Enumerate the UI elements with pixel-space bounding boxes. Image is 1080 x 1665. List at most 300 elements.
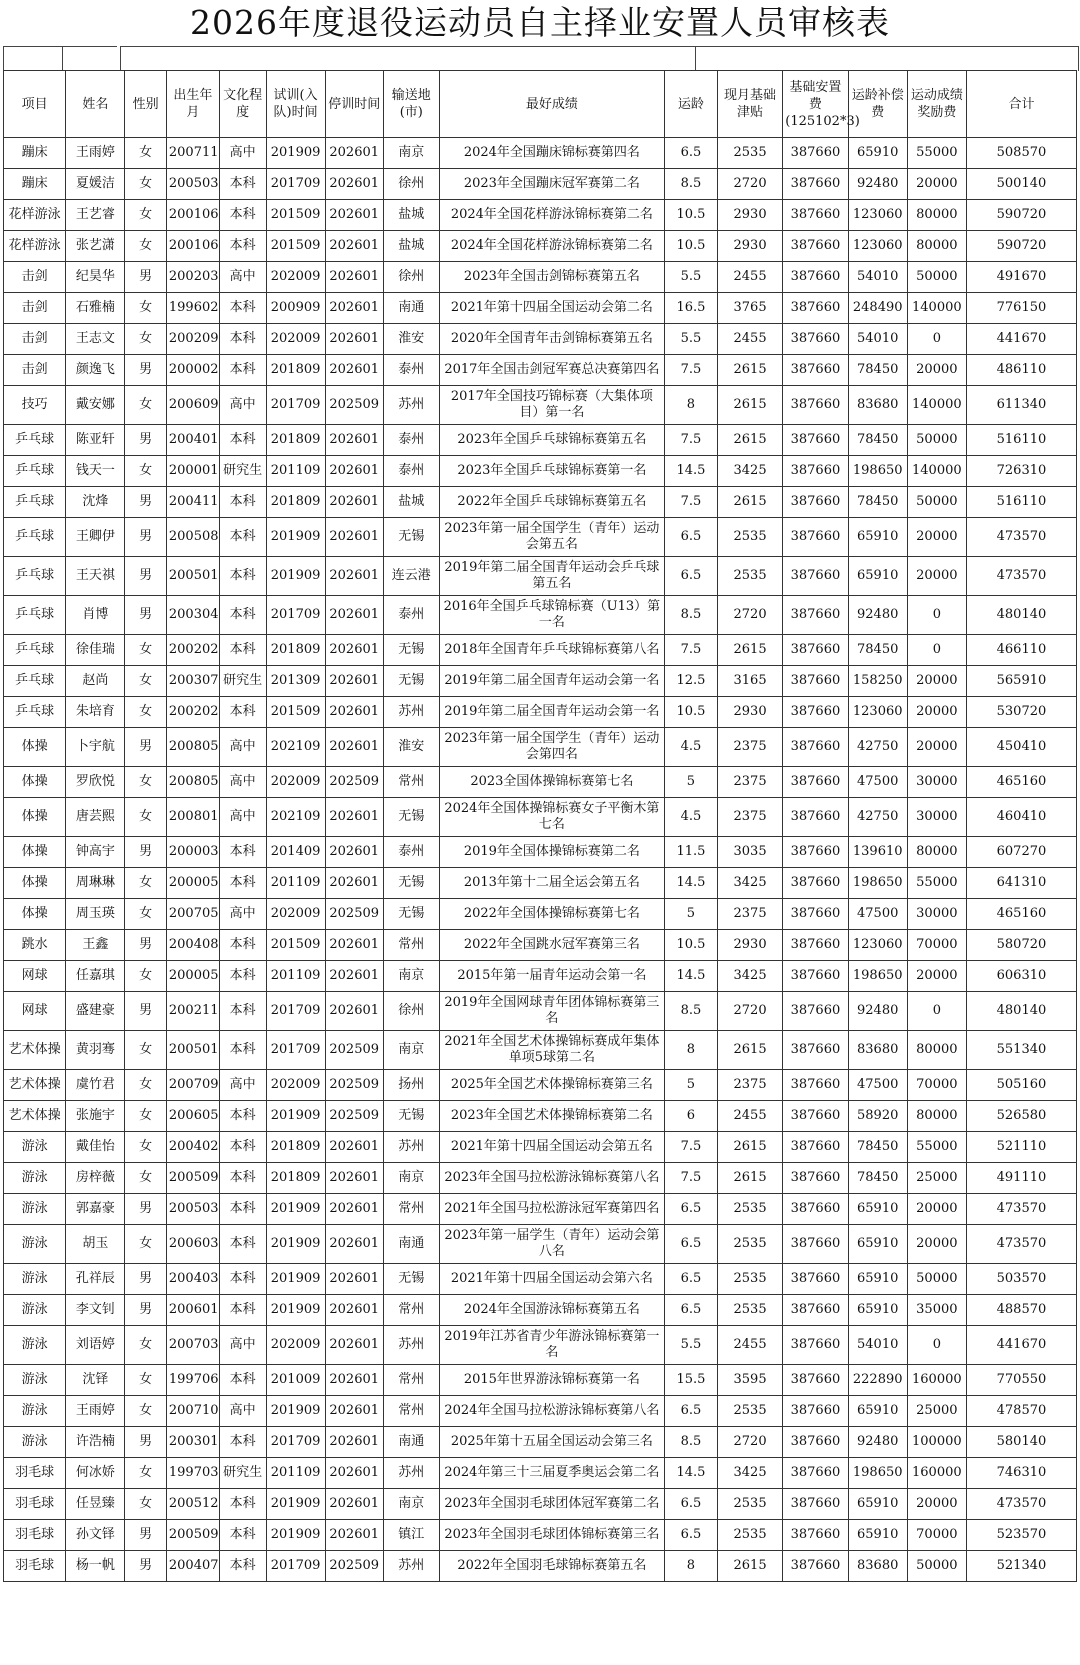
table-cell: 扬州	[383, 1070, 439, 1101]
table-cell: 14.5	[664, 961, 717, 992]
table-cell: 6.5	[664, 518, 717, 557]
table-cell: 周玉瑛	[66, 899, 125, 930]
table-cell: 65910	[848, 1225, 907, 1264]
table-cell: 387660	[783, 1163, 848, 1194]
table-cell: 体操	[4, 899, 66, 930]
table-cell: 200609	[166, 386, 219, 425]
table-cell: 65910	[848, 1489, 907, 1520]
table-cell: 2535	[717, 557, 782, 596]
table-cell: 590720	[966, 200, 1076, 231]
table-cell: 202601	[325, 293, 383, 324]
table-cell: 200301	[166, 1427, 219, 1458]
table-cell: 202601	[325, 868, 383, 899]
table-cell: 746310	[966, 1458, 1076, 1489]
table-cell: 淮安	[383, 728, 439, 767]
table-cell: 387660	[783, 262, 848, 293]
table-cell: 本科	[219, 1295, 266, 1326]
table-cell: 张艺潇	[66, 231, 125, 262]
table-cell: 200307	[166, 666, 219, 697]
table-cell: 2024年全国体操锦标赛女子平衡木第七名	[439, 798, 664, 837]
table-cell: 387660	[783, 992, 848, 1031]
table-cell: 47500	[848, 1070, 907, 1101]
table-cell: 200402	[166, 1132, 219, 1163]
table-cell: 郭嘉豪	[66, 1194, 125, 1225]
table-cell: 2455	[717, 1101, 782, 1132]
table-cell: 202601	[325, 1225, 383, 1264]
table-cell: 2025年全国艺术体操锦标赛第三名	[439, 1070, 664, 1101]
table-cell: 纪昊华	[66, 262, 125, 293]
table-cell: 202601	[325, 1163, 383, 1194]
table-cell: 钟高宇	[66, 837, 125, 868]
table-cell: 常州	[383, 1194, 439, 1225]
table-cell: 2019年全国体操锦标赛第二名	[439, 837, 664, 868]
table-cell: 55000	[907, 868, 966, 899]
table-cell: 胡玉	[66, 1225, 125, 1264]
table-cell: 387660	[783, 596, 848, 635]
table-cell: 202601	[325, 355, 383, 386]
table-cell: 606310	[966, 961, 1076, 992]
table-cell: 王志文	[66, 324, 125, 355]
table-cell: 无锡	[383, 1264, 439, 1295]
table-cell: 女	[125, 456, 167, 487]
table-cell: 607270	[966, 837, 1076, 868]
table-cell: 387660	[783, 1101, 848, 1132]
table-cell: 羽毛球	[4, 1520, 66, 1551]
table-cell: 2375	[717, 899, 782, 930]
table-cell: 387660	[783, 200, 848, 231]
table-cell: 游泳	[4, 1225, 66, 1264]
table-cell: 6.5	[664, 1194, 717, 1225]
table-cell: 2535	[717, 1489, 782, 1520]
table-cell: 研究生	[219, 1458, 266, 1489]
table-cell: 158250	[848, 666, 907, 697]
table-cell: 网球	[4, 992, 66, 1031]
table-cell: 14.5	[664, 456, 717, 487]
table-cell: 2535	[717, 1225, 782, 1264]
table-cell: 游泳	[4, 1427, 66, 1458]
table-cell: 201709	[266, 1551, 325, 1582]
table-cell: 201909	[266, 1295, 325, 1326]
table-cell: 女	[125, 1101, 167, 1132]
table-cell: 202601	[325, 138, 383, 169]
table-cell: 王雨婷	[66, 1396, 125, 1427]
table-cell: 3765	[717, 293, 782, 324]
table-row	[4, 262, 1077, 293]
table-cell: 20000	[907, 961, 966, 992]
table-cell: 女	[125, 386, 167, 425]
table-cell: 苏州	[383, 697, 439, 728]
table-cell: 54010	[848, 262, 907, 293]
table-cell: 80000	[907, 1031, 966, 1070]
table-cell: 女	[125, 1031, 167, 1070]
table-cell: 泰州	[383, 456, 439, 487]
table-cell: 本科	[219, 596, 266, 635]
table-cell: 7.5	[664, 1132, 717, 1163]
table-cell: 20000	[907, 1489, 966, 1520]
table-cell: 6.5	[664, 1295, 717, 1326]
table-cell: 387660	[783, 355, 848, 386]
table-cell: 任嘉琪	[66, 961, 125, 992]
table-row	[4, 728, 1077, 767]
table-cell: 201809	[266, 425, 325, 456]
table-cell: 202601	[325, 930, 383, 961]
table-cell: 盛建豪	[66, 992, 125, 1031]
table-cell: 387660	[783, 1070, 848, 1101]
table-cell: 65910	[848, 1194, 907, 1225]
table-cell: 本科	[219, 1101, 266, 1132]
table-cell: 20000	[907, 728, 966, 767]
table-cell: 2021年全国马拉松游泳冠军赛第四名	[439, 1194, 664, 1225]
table-cell: 199706	[166, 1365, 219, 1396]
table-cell: 常州	[383, 767, 439, 798]
table-cell: 2019年江苏省青少年游泳锦标赛第一名	[439, 1326, 664, 1365]
table-row	[4, 1132, 1077, 1163]
table-cell: 5.5	[664, 262, 717, 293]
table-cell: 周琳琳	[66, 868, 125, 899]
table-cell: 202601	[325, 1326, 383, 1365]
table-cell: 20000	[907, 1225, 966, 1264]
table-cell: 491110	[966, 1163, 1076, 1194]
table-cell: 6.5	[664, 1225, 717, 1264]
table-cell: 201909	[266, 557, 325, 596]
table-cell: 王鑫	[66, 930, 125, 961]
table-cell: 2016年全国乒乓球锦标赛（U13）第一名	[439, 596, 664, 635]
table-cell: 7.5	[664, 355, 717, 386]
table-cell: 200503	[166, 169, 219, 200]
table-cell: 2018年全国青年乒乓球锦标赛第八名	[439, 635, 664, 666]
table-cell: 本科	[219, 200, 266, 231]
table-cell: 泰州	[383, 596, 439, 635]
table-cell: 镇江	[383, 1520, 439, 1551]
table-cell: 苏州	[383, 1132, 439, 1163]
table-cell: 202601	[325, 1520, 383, 1551]
table-cell: 本科	[219, 1520, 266, 1551]
table-cell: 201809	[266, 355, 325, 386]
table-cell: 10.5	[664, 200, 717, 231]
table-cell: 78450	[848, 487, 907, 518]
table-cell: 387660	[783, 1489, 848, 1520]
table-cell: 王天祺	[66, 557, 125, 596]
table-cell: 6.5	[664, 557, 717, 596]
table-cell: 47500	[848, 899, 907, 930]
table-cell: 486110	[966, 355, 1076, 386]
table-cell: 10.5	[664, 231, 717, 262]
table-cell: 387660	[783, 728, 848, 767]
table-cell: 花样游泳	[4, 200, 66, 231]
header-cell: 出生年月	[166, 71, 219, 138]
table-cell: 2023全国体操锦标赛第七名	[439, 767, 664, 798]
table-cell: 200209	[166, 324, 219, 355]
table-cell: 551340	[966, 1031, 1076, 1070]
table-cell: 140000	[907, 456, 966, 487]
table-cell: 南京	[383, 1163, 439, 1194]
table-cell: 4.5	[664, 728, 717, 767]
table-cell: 200805	[166, 767, 219, 798]
table-cell: 女	[125, 798, 167, 837]
table-cell: 202601	[325, 262, 383, 293]
table-cell: 202601	[325, 837, 383, 868]
table-cell: 201909	[266, 138, 325, 169]
table-cell: 202509	[325, 386, 383, 425]
table-row	[4, 1396, 1077, 1427]
table-cell: 387660	[783, 1031, 848, 1070]
table-cell: 2019年第二届全国青年运动会第一名	[439, 666, 664, 697]
table-cell: 本科	[219, 635, 266, 666]
table-cell: 徐州	[383, 262, 439, 293]
table-cell: 565910	[966, 666, 1076, 697]
table-cell: 200508	[166, 518, 219, 557]
table-cell: 201109	[266, 961, 325, 992]
table-cell: 男	[125, 1295, 167, 1326]
table-cell: 140000	[907, 386, 966, 425]
table-cell: 202009	[266, 899, 325, 930]
table-cell: 乒乓球	[4, 635, 66, 666]
table-row	[4, 1264, 1077, 1295]
table-cell: 2021年第十四届全国运动会第六名	[439, 1264, 664, 1295]
table-cell: 200705	[166, 899, 219, 930]
table-cell: 女	[125, 1458, 167, 1489]
table-row	[4, 961, 1077, 992]
table-cell: 苏州	[383, 1551, 439, 1582]
table-cell: 198650	[848, 1458, 907, 1489]
table-cell: 2023年全国蹦床冠军赛第二名	[439, 169, 664, 200]
table-cell: 726310	[966, 456, 1076, 487]
table-cell: 201409	[266, 837, 325, 868]
table-cell: 高中	[219, 728, 266, 767]
table-cell: 盐城	[383, 487, 439, 518]
table-cell: 2615	[717, 1163, 782, 1194]
table-cell: 83680	[848, 1031, 907, 1070]
table-cell: 480140	[966, 596, 1076, 635]
table-cell: 200411	[166, 487, 219, 518]
table-cell: 200001	[166, 456, 219, 487]
table-cell: 击剑	[4, 262, 66, 293]
table-cell: 202601	[325, 324, 383, 355]
table-cell: 2017年全国击剑冠军赛总决赛第四名	[439, 355, 664, 386]
table-cell: 本科	[219, 425, 266, 456]
table-cell: 202601	[325, 596, 383, 635]
table-cell: 2455	[717, 324, 782, 355]
table-cell: 女	[125, 324, 167, 355]
table-cell: 200503	[166, 1194, 219, 1225]
table-cell: 222890	[848, 1365, 907, 1396]
table-cell: 赵尚	[66, 666, 125, 697]
table-cell: 0	[907, 596, 966, 635]
table-cell: 387660	[783, 1551, 848, 1582]
table-cell: 黄羽骞	[66, 1031, 125, 1070]
table-cell: 女	[125, 666, 167, 697]
table-row	[4, 169, 1077, 200]
table-cell: 本科	[219, 837, 266, 868]
table-cell: 2023年第一届学生（青年）运动会第八名	[439, 1225, 664, 1264]
table-cell: 387660	[783, 169, 848, 200]
table-cell: 198650	[848, 868, 907, 899]
table-cell: 78450	[848, 1163, 907, 1194]
table-cell: 50000	[907, 487, 966, 518]
table-row	[4, 837, 1077, 868]
table-cell: 201909	[266, 1489, 325, 1520]
table-cell: 200005	[166, 961, 219, 992]
table-cell: 无锡	[383, 1101, 439, 1132]
table-cell: 男	[125, 487, 167, 518]
table-cell: 505160	[966, 1070, 1076, 1101]
table-cell: 387660	[783, 1427, 848, 1458]
table-cell: 473570	[966, 1194, 1076, 1225]
table-cell: 何冰娇	[66, 1458, 125, 1489]
table-cell: 卜宇航	[66, 728, 125, 767]
table-cell: 55000	[907, 138, 966, 169]
table-cell: 7.5	[664, 487, 717, 518]
table-row	[4, 138, 1077, 169]
table-row	[4, 557, 1077, 596]
table-cell: 本科	[219, 1132, 266, 1163]
table-cell: 387660	[783, 293, 848, 324]
table-cell: 本科	[219, 1163, 266, 1194]
table-cell: 200909	[266, 293, 325, 324]
table-cell: 387660	[783, 1396, 848, 1427]
table-cell: 202509	[325, 1551, 383, 1582]
table-cell: 2375	[717, 798, 782, 837]
table-cell: 2015年世界游泳锦标赛第一名	[439, 1365, 664, 1396]
table-cell: 387660	[783, 1365, 848, 1396]
table-cell: 女	[125, 1070, 167, 1101]
table-cell: 50000	[907, 262, 966, 293]
table-cell: 201909	[266, 1194, 325, 1225]
table-cell: 2535	[717, 1194, 782, 1225]
table-cell: 83680	[848, 1551, 907, 1582]
table-cell: 200003	[166, 837, 219, 868]
table-cell: 201109	[266, 868, 325, 899]
table-row	[4, 1458, 1077, 1489]
table-cell: 20000	[907, 169, 966, 200]
table-cell: 无锡	[383, 798, 439, 837]
table-cell: 游泳	[4, 1163, 66, 1194]
table-cell: 201109	[266, 1458, 325, 1489]
table-cell: 8.5	[664, 1427, 717, 1458]
table-cell: 20000	[907, 666, 966, 697]
table-cell: 65910	[848, 1520, 907, 1551]
table-cell: 202601	[325, 961, 383, 992]
table-cell: 387660	[783, 961, 848, 992]
table-cell: 16.5	[664, 293, 717, 324]
table-cell: 盐城	[383, 231, 439, 262]
table-cell: 盐城	[383, 200, 439, 231]
table-cell: 乒乓球	[4, 425, 66, 456]
table-cell: 男	[125, 728, 167, 767]
table-cell: 女	[125, 635, 167, 666]
table-cell: 击剑	[4, 324, 66, 355]
table-cell: 201809	[266, 1163, 325, 1194]
table-cell: 202601	[325, 169, 383, 200]
table-cell: 58920	[848, 1101, 907, 1132]
table-cell: 蹦床	[4, 169, 66, 200]
table-cell: 本科	[219, 1489, 266, 1520]
table-cell: 钱天一	[66, 456, 125, 487]
table-cell: 2720	[717, 596, 782, 635]
table-cell: 523570	[966, 1520, 1076, 1551]
table-cell: 202601	[325, 798, 383, 837]
header-cell: 性别	[125, 71, 167, 138]
table-cell: 女	[125, 767, 167, 798]
table-cell: 2375	[717, 1070, 782, 1101]
header-cell: 输送地(市)	[383, 71, 439, 138]
table-cell: 艺术体操	[4, 1031, 66, 1070]
table-cell: 202601	[325, 557, 383, 596]
table-cell: 3165	[717, 666, 782, 697]
table-cell: 478570	[966, 1396, 1076, 1427]
table-cell: 戴佳怡	[66, 1132, 125, 1163]
table-cell: 200710	[166, 1396, 219, 1427]
table-cell: 202509	[325, 1031, 383, 1070]
table-row	[4, 1295, 1077, 1326]
table-cell: 2021年第十四届全国运动会第二名	[439, 293, 664, 324]
table-cell: 男	[125, 992, 167, 1031]
table-cell: 2025年第十五届全国运动会第三名	[439, 1427, 664, 1458]
table-cell: 本科	[219, 557, 266, 596]
table-row	[4, 1520, 1077, 1551]
table-cell: 200202	[166, 635, 219, 666]
table-cell: 5	[664, 899, 717, 930]
table-cell: 研究生	[219, 456, 266, 487]
table-cell: 2024年全国花样游泳锦标赛第二名	[439, 200, 664, 231]
table-cell: 387660	[783, 1194, 848, 1225]
table-cell: 387660	[783, 697, 848, 728]
table-cell: 女	[125, 1132, 167, 1163]
table-row	[4, 635, 1077, 666]
table-cell: 201909	[266, 1520, 325, 1551]
table-cell: 776150	[966, 293, 1076, 324]
table-cell: 2615	[717, 355, 782, 386]
table-cell: 200703	[166, 1326, 219, 1365]
table-cell: 徐佳瑞	[66, 635, 125, 666]
table-cell: 202601	[325, 456, 383, 487]
table-cell: 8	[664, 386, 717, 425]
table-cell: 2455	[717, 262, 782, 293]
table-cell: 虞竹君	[66, 1070, 125, 1101]
header-cell: 运龄	[664, 71, 717, 138]
table-body	[4, 138, 1077, 1582]
table-cell: 200403	[166, 1264, 219, 1295]
table-cell: 2023年第一届全国学生（青年）运动会第四名	[439, 728, 664, 767]
table-cell: 杨一帆	[66, 1551, 125, 1582]
table-cell: 123060	[848, 930, 907, 961]
table-cell: 200805	[166, 728, 219, 767]
table-cell: 202509	[325, 899, 383, 930]
table-row	[4, 456, 1077, 487]
table-cell: 387660	[783, 557, 848, 596]
table-cell: 200202	[166, 697, 219, 728]
table-cell: 83680	[848, 386, 907, 425]
table-cell: 202601	[325, 1194, 383, 1225]
table-cell: 2020年全国青年击剑锦标赛第五名	[439, 324, 664, 355]
table-cell: 艺术体操	[4, 1070, 66, 1101]
header-cell: 文化程度	[219, 71, 266, 138]
table-cell: 30000	[907, 899, 966, 930]
table-cell: 游泳	[4, 1326, 66, 1365]
table-cell: 50000	[907, 1551, 966, 1582]
table-cell: 160000	[907, 1365, 966, 1396]
table-cell: 男	[125, 425, 167, 456]
table-cell: 技巧	[4, 386, 66, 425]
table-cell: 200106	[166, 200, 219, 231]
table-cell: 42750	[848, 798, 907, 837]
table-cell: 南京	[383, 1031, 439, 1070]
table-cell: 0	[907, 635, 966, 666]
table-cell: 80000	[907, 1101, 966, 1132]
table-cell: 441670	[966, 324, 1076, 355]
table-cell: 2720	[717, 169, 782, 200]
table-cell: 肖博	[66, 596, 125, 635]
